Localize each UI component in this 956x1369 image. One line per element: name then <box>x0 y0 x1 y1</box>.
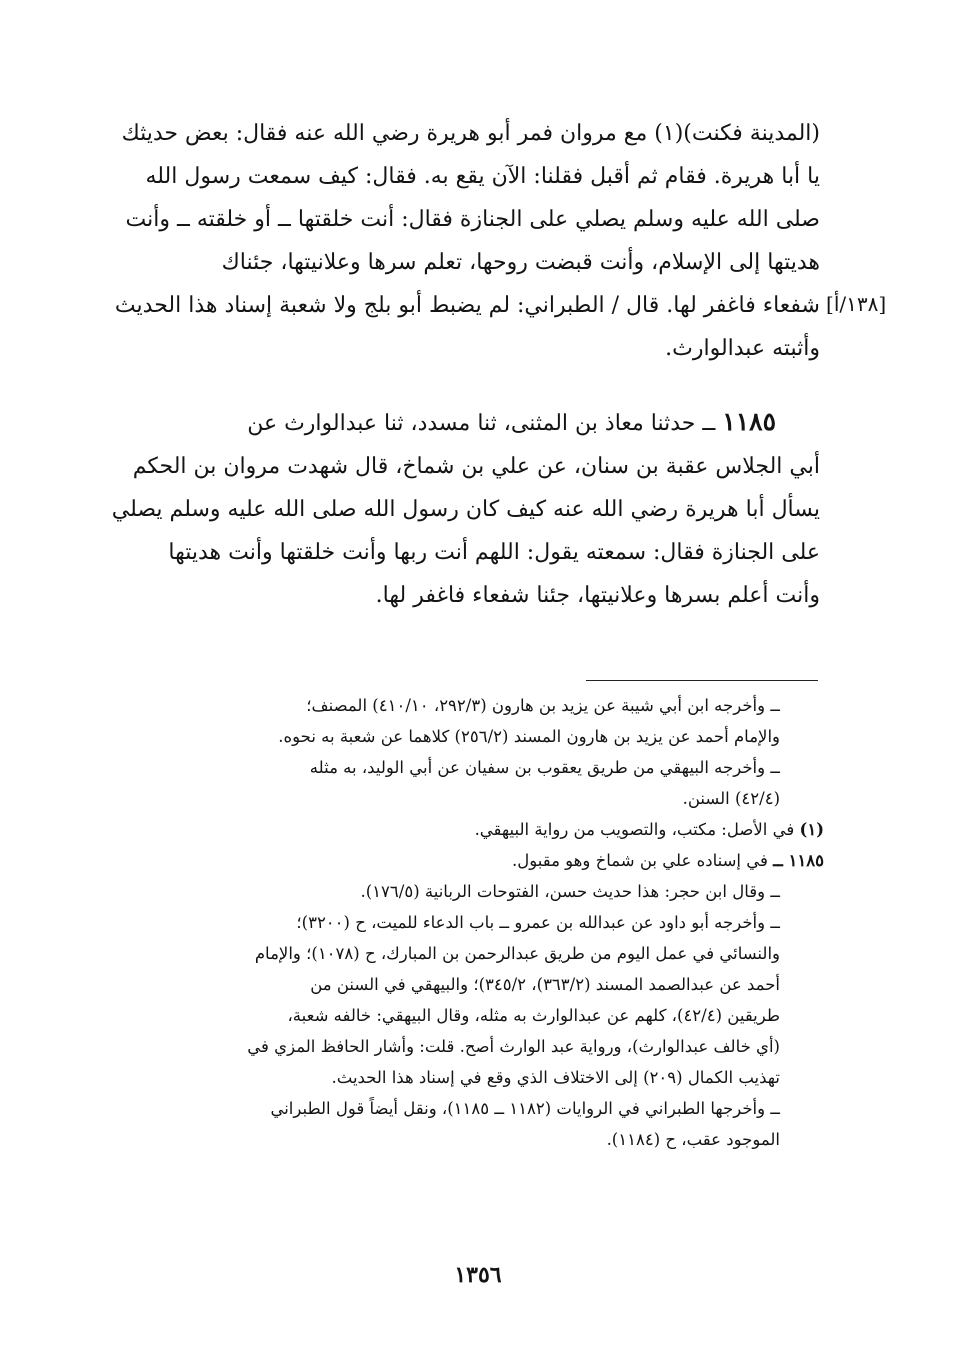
footnote-line: والنسائي في عمل اليوم من طريق عبدالرحمن بن المبارك، ح (١٠٧٨)؛ والإمام <box>254 944 780 963</box>
text-line: هديتها إلى الإسلام، وأنت قبضت روحها، تعلم سرها وعلانيتها، جئناك <box>221 250 820 275</box>
footnote-text: في إسناده علي بن شماخ وهو مقبول. <box>511 851 768 870</box>
text-line: يسأل أبا هريرة رضي الله عنه كيف كان رسول الله صلى الله عليه وسلم يصلي <box>112 497 820 522</box>
text-line-rest: ــ حدثنا معاذ بن المثنى، ثنا مسدد، ثنا عبدالوارث عن <box>247 411 716 436</box>
footnote-line: تهذيب الكمال (٢٠٩) إلى الاختلاف الذي وقع في إسناد هذا الحديث. <box>331 1068 780 1087</box>
footnote-separator <box>586 680 818 681</box>
footnote-line: الموجود عقب، ح (١١٨٤). <box>606 1130 780 1149</box>
text-line: (المدينة فكنت)(١) مع مروان فمر أبو هريرة رضي الله عنه فقال: بعض حديثك <box>121 121 820 146</box>
footnote-text: في الأصل: مكتب، والتصويب من رواية البيهقي. <box>474 820 795 839</box>
footnote-marker: (١) <box>799 820 824 839</box>
text-line: على الجنازة فقال: سمعته يقول: اللهم أنت ربها وأنت خلقتها وأنت هديتها <box>168 540 820 565</box>
footnote-line: طريقين (٤٢/٤)، كلهم عن عبدالوارث به مثله، وقال البيهقي: خالفه شعبة، <box>287 1006 780 1025</box>
footnote-line: والإمام أحمد عن يزيد بن هارون المسند (٢٥٦/٢) كلاهما عن شعبة به نحوه. <box>278 727 780 746</box>
page-number: ١٣٥٦ <box>454 1262 502 1288</box>
manuscript-folio-marker: [١٣٨/أ] <box>826 292 887 316</box>
hadith-1185-paragraph <box>112 400 820 617</box>
footnote-1185 <box>94 845 824 876</box>
text-line: وأنت أعلم بسرها وعلانيتها، جئنا شفعاء فاغفر لها. <box>375 583 820 608</box>
footnote-line: ــ وأخرجه أبو داود عن عبدالله بن عمرو ــ باب الدعاء للميت، ح (٣٢٠٠)؛ <box>296 913 780 932</box>
text-line: صلى الله عليه وسلم يصلي على الجنازة فقال: أنت خلقتها ــ أو خلقته ــ وأنت <box>125 207 820 232</box>
hadith-number: ١١٨٥ <box>722 407 776 436</box>
footnote-marker: ١١٨٥ ــ <box>773 851 824 870</box>
text-line: أبي الجلاس عقبة بن سنان، عن علي بن شماخ، قال شهدت مروان بن الحكم <box>132 454 820 479</box>
footnote-line: أحمد عن عبدالصمد المسند (٣٦٣/٢)، ٣٤٥/٢)؛ والبيهقي في السنن من <box>310 975 780 994</box>
footnotes <box>94 690 824 1155</box>
footnote-line: ــ وأخرجه البيهقي من طريق يعقوب بن سفيان عن أبي الوليد، به مثله <box>309 758 780 777</box>
text-line: وأثبته عبدالوارث. <box>665 336 820 361</box>
footnote-line: (٤٢/٤) السنن. <box>682 789 780 808</box>
footnote-line: ــ وأخرجه ابن أبي شيبة عن يزيد بن هارون (٢٩٢/٣، ٤١٠/١٠) المصنف؛ <box>306 696 780 715</box>
text-line <box>112 400 820 445</box>
footnote-line: ــ وأخرجها الطبراني في الروايات (١١٨٢ ــ ١١٨٥)، ونقل أيضاً قول الطبراني <box>270 1099 780 1118</box>
footnote-1 <box>94 814 824 845</box>
text-line: شفعاء فاغفر لها. قال / الطبراني: لم يضبط أبو بلج ولا شعبة إسناد هذا الحديث <box>114 293 820 318</box>
footnote-line: (أي خالف عبدالوارث)، ورواية عبد الوارث أصح. قلت: وأشار الحافظ المزي في <box>247 1037 780 1056</box>
footnote-line: ــ وقال ابن حجر: هذا حديث حسن، الفتوحات الربانية (١٧٦/٥). <box>360 882 780 901</box>
main-paragraph-1 <box>112 112 820 370</box>
text-line: يا أبا هريرة. فقام ثم أقبل فقلنا: الآن يقع به. فقال: كيف سمعت رسول الله <box>145 164 820 189</box>
